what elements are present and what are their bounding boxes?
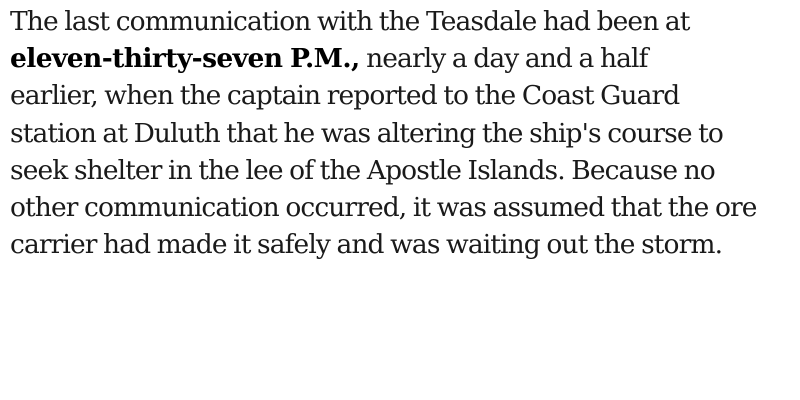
passage-line-1: The last communication with the Teasdale had been at <box>10 6 690 37</box>
passage-line-6: other communication occurred, it was assumed that the ore <box>10 192 757 224</box>
passage-line-5: seek shelter in the lee of the Apostle Islands. Because no <box>10 154 715 186</box>
passage-text <box>10 3 795 263</box>
passage-line-3: earlier, when the captain reported to the Coast Guard <box>10 80 680 112</box>
passage-line-7: carrier had made it safely and was waiting out the storm. <box>10 229 723 261</box>
passage-line-2-rest: nearly a day and a half <box>359 43 648 75</box>
passage-line-4: station at Duluth that he was altering the ship's course to <box>10 117 723 149</box>
emphasized-time-text: eleven-thirty-seven P.M., <box>10 43 360 75</box>
passage-line-2 <box>10 40 795 77</box>
